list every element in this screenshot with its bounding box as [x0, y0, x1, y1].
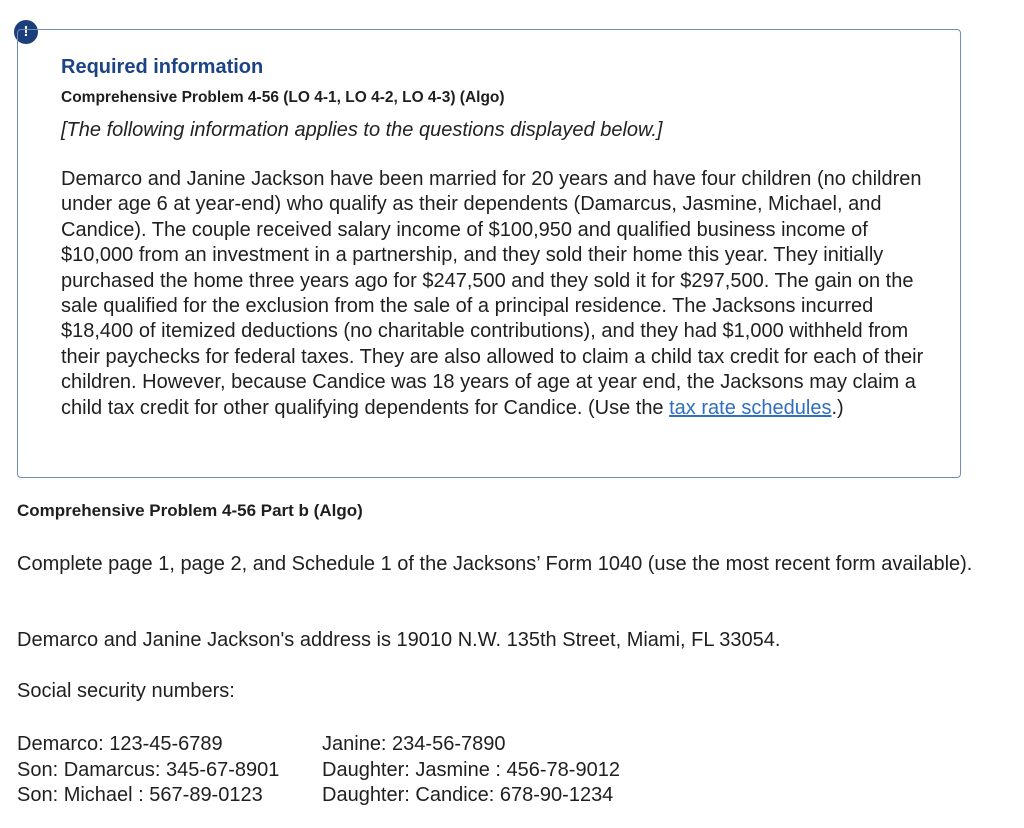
ssn-item: Son: Damarcus: 345-67-8901: [17, 758, 280, 781]
part-title: Comprehensive Problem 4-56 Part b (Algo): [17, 501, 363, 520]
ssn-item: Son: Michael : 567-89-0123: [17, 784, 263, 806]
alert-exclamation-icon: !: [14, 20, 38, 44]
ssn-heading: Social security numbers:: [17, 680, 235, 702]
ssn-item: Janine: 234-56-7890: [322, 733, 506, 755]
info-intro: [The following information applies to the questions displayed below.]: [61, 119, 663, 141]
tax-rate-schedules-link[interactable]: tax rate schedules: [669, 396, 832, 419]
required-information-box: [17, 29, 961, 478]
ssn-list-right: [322, 732, 620, 809]
ssn-list-left: [17, 732, 279, 809]
ssn-item: Daughter: Jasmine : 456-78-9012: [322, 758, 620, 781]
box-title: Required information: [61, 56, 264, 78]
ssn-item: Demarco: 123-45-6789: [17, 733, 223, 755]
problem-description-end: .): [831, 396, 844, 419]
ssn-item: Daughter: Candice: 678-90-1234: [322, 784, 614, 806]
problem-subtitle: Comprehensive Problem 4-56 (LO 4-1, LO 4-2, LO 4-3) (Algo): [61, 89, 505, 106]
address-text: Demarco and Janine Jackson's address is 19010 N.W. 135th Street, Miami, FL 33054.: [17, 629, 781, 651]
problem-description-text: Demarco and Janine Jackson have been married for 20 years and have four children (no children under age 6 at year-end) who qualify as their dependents (Damarcus, Jasmine, Michael, and Candice). The couple received salary income of $100,950 and qualified business income of $10,000 from an investment in a partnership, and they sold their home this year. They initially purchased the home three years ago for $247,500 and they sold it for $297,500. The gain on the sale qualified for the exclusion from the sale of a principal residence. The Jacksons incurred $18,400 of itemized deductions (no charitable contributions), and they had $1,000 withheld from their paychecks for federal taxes. They are also allowed to claim a child tax credit for each of their children. However, because Candice was 18 years of age at year end, the Jacksons may claim a child tax credit for other qualifying dependents for Candice. (Use the: [61, 168, 924, 419]
problem-description: [61, 167, 930, 421]
instructions-text: Complete page 1, page 2, and Schedule 1 of the Jacksons’ Form 1040 (use the most recent form available).: [17, 553, 973, 575]
